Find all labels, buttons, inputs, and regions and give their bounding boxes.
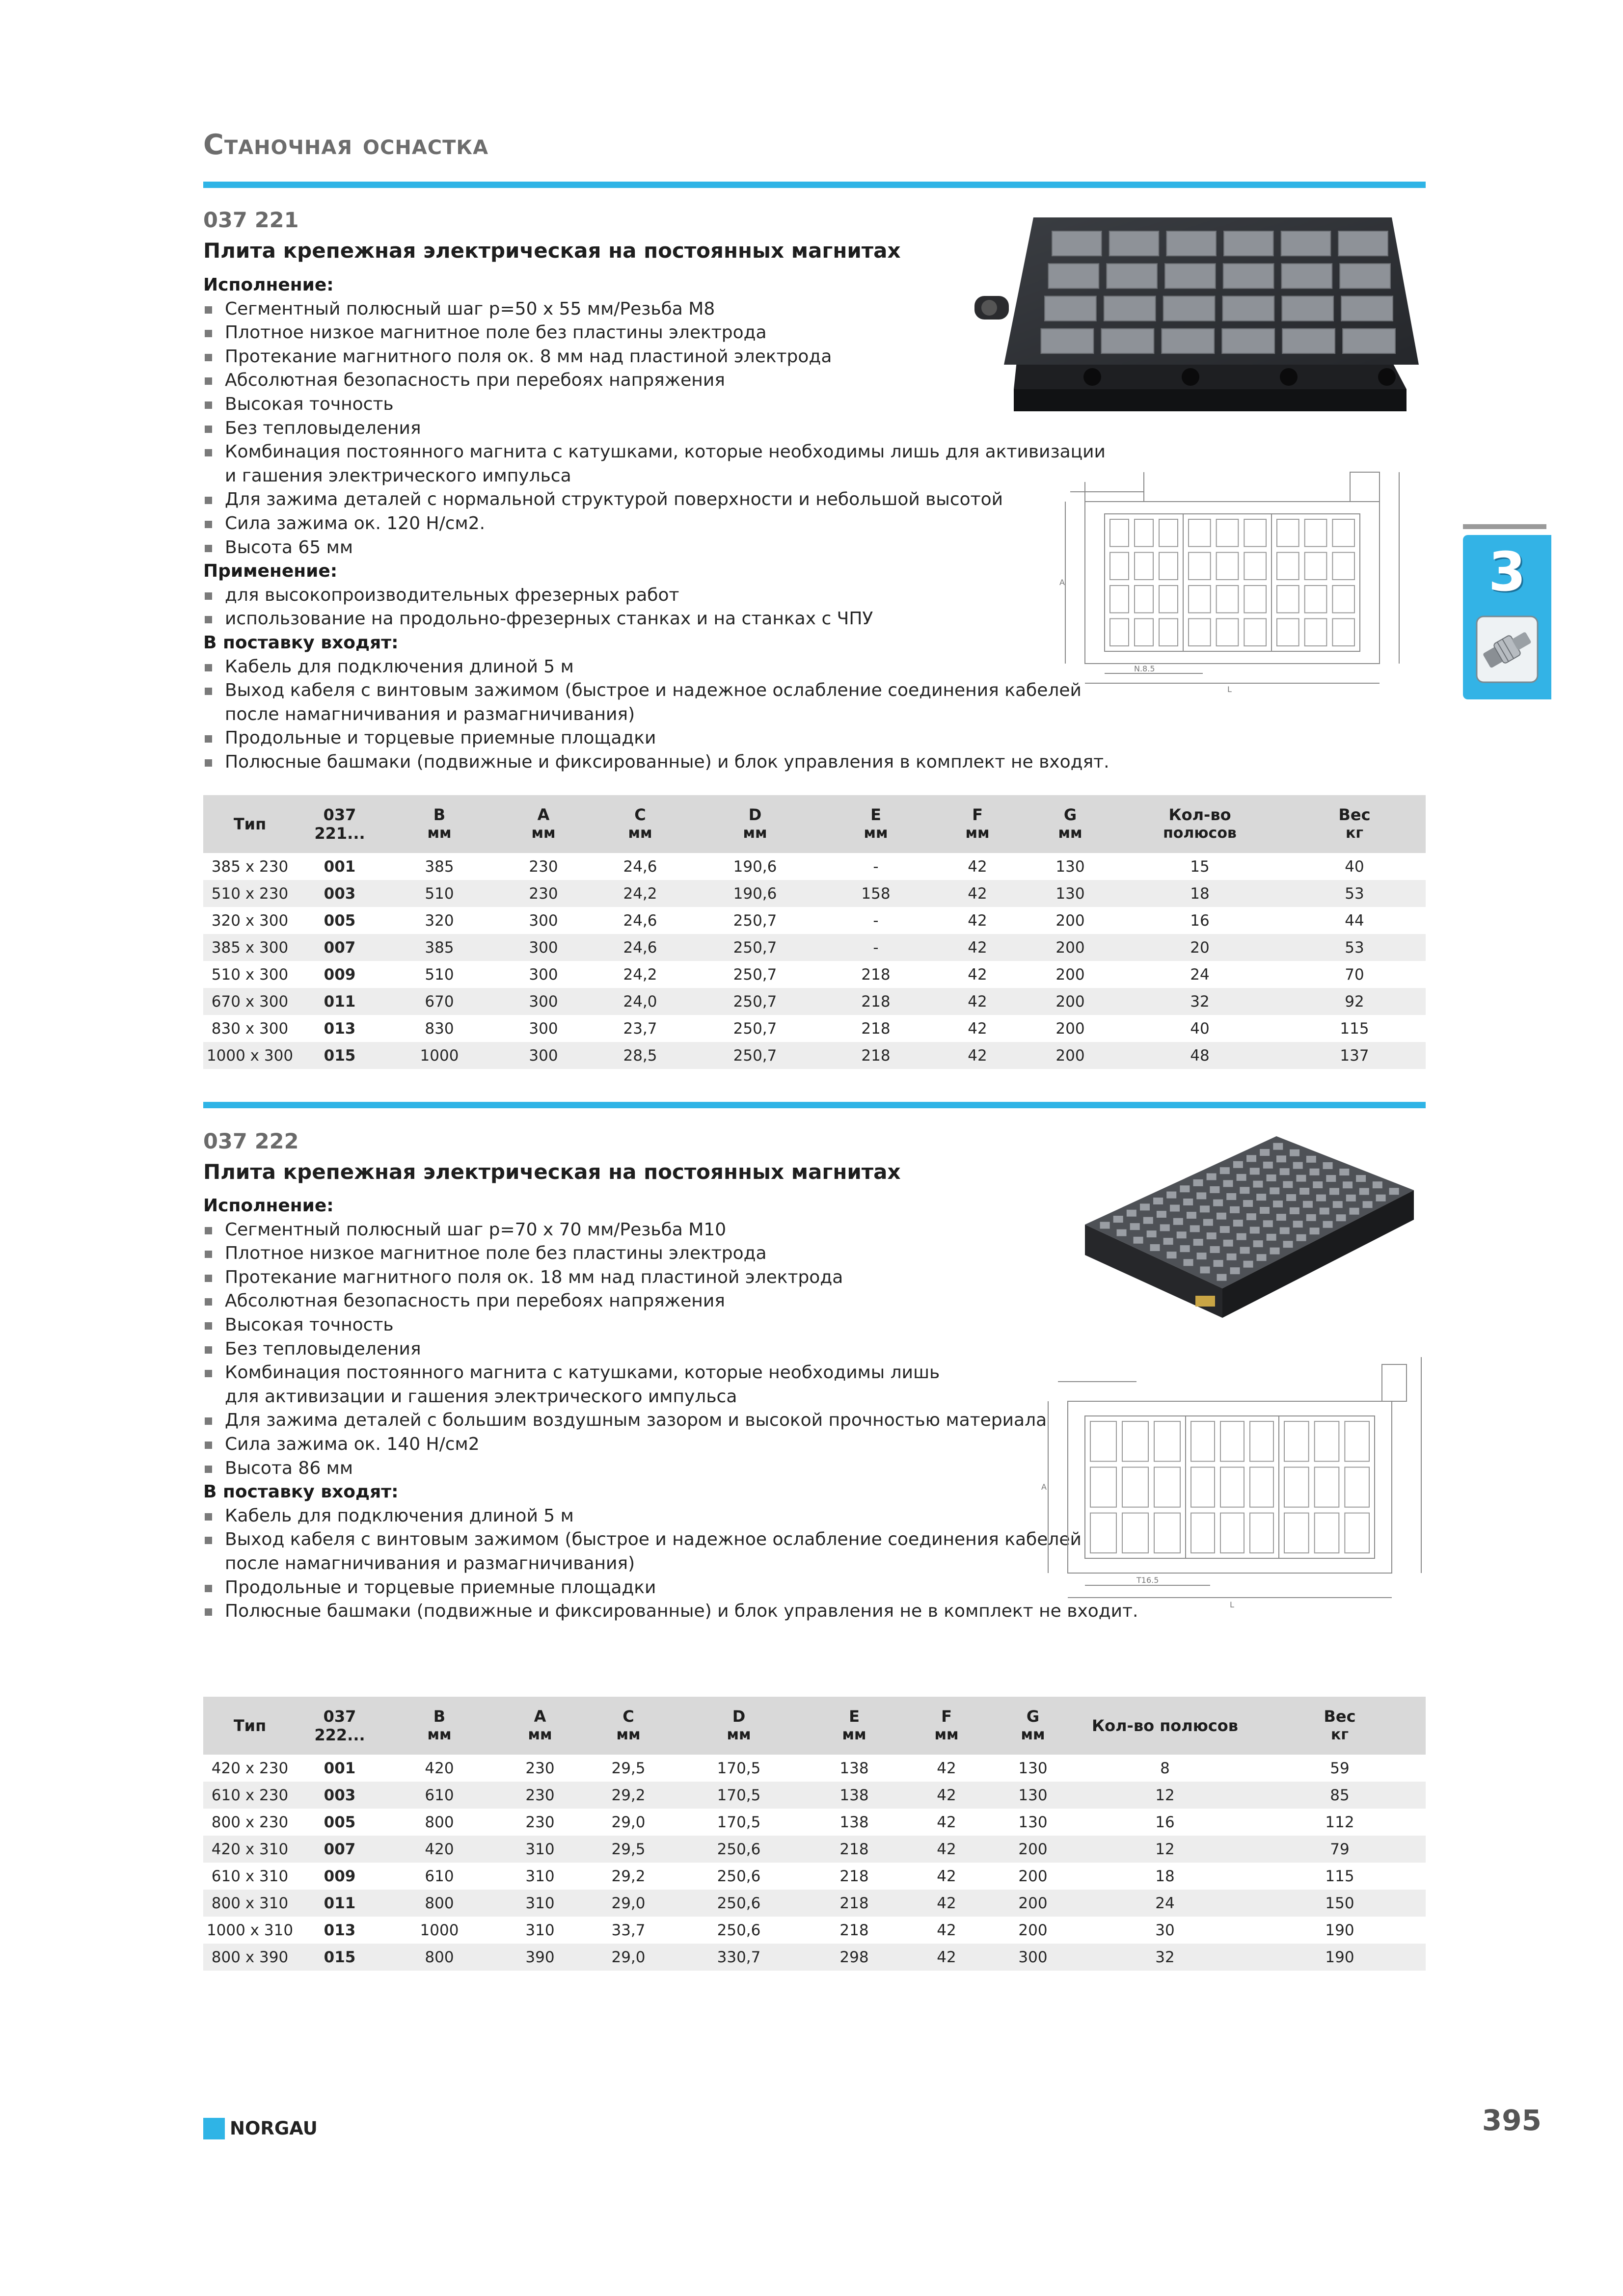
table-cell: 48 — [1190, 1046, 1210, 1065]
table-cell: 29,0 — [611, 1948, 646, 1966]
table-cell: 390 — [525, 1948, 555, 1966]
table-cell: 42 — [937, 1921, 956, 1939]
table-cell: 610 — [425, 1786, 454, 1804]
table-row — [203, 1944, 1426, 1971]
table-cell: 42 — [937, 1759, 956, 1777]
table-cell: 218 — [861, 1046, 891, 1065]
table-cell: 015 — [324, 1948, 356, 1966]
table-cell: 385 x 300 — [211, 938, 289, 957]
table-row — [203, 907, 1426, 934]
table-cell: 30 — [1155, 1921, 1175, 1939]
table-cell: 42 — [937, 1786, 956, 1804]
table-row — [203, 880, 1426, 907]
spec-item: Комбинация постоянного магнита с катушками, которые необходимы лишь для активизации — [203, 440, 1109, 464]
table-cell: 300 — [1018, 1948, 1048, 1966]
table-cell: 800 x 390 — [211, 1948, 289, 1966]
table-cell: 42 — [968, 938, 987, 957]
table-cell: - — [873, 938, 879, 957]
table-row — [203, 1042, 1426, 1069]
table-cell: 310 — [525, 1840, 555, 1858]
spec-item: Абсолютная безопасность при перебоях напряжения — [203, 369, 1109, 393]
spec-item: Высокая точность — [203, 1313, 1138, 1337]
table-cell: 115 — [1325, 1867, 1354, 1885]
table-cell: 150 — [1325, 1894, 1354, 1912]
table-cell: 70 — [1345, 965, 1364, 984]
table-cell: 610 — [425, 1867, 454, 1885]
column-header: D мм — [743, 805, 767, 842]
table-cell: 218 — [861, 1019, 891, 1038]
column-header: G мм — [1058, 805, 1082, 842]
table-cell: 011 — [324, 992, 356, 1011]
table-cell: 200 — [1018, 1840, 1048, 1858]
table-cell: 320 — [425, 911, 454, 930]
table-cell: 250,7 — [733, 992, 777, 1011]
table-cell: 007 — [324, 1840, 356, 1858]
column-header: Тип — [233, 1716, 267, 1735]
column-header: Кол-во полюсов — [1091, 1716, 1239, 1735]
column-header: 037 222... — [314, 1707, 365, 1744]
table-cell: 29,2 — [611, 1867, 646, 1885]
table-cell: 510 — [425, 884, 454, 903]
table-cell: 200 — [1018, 1867, 1048, 1885]
spec-item: Протекание магнитного поля ок. 18 мм над пластиной электрода — [203, 1266, 1138, 1290]
table-cell: 24 — [1190, 965, 1210, 984]
table-cell: 42 — [937, 1867, 956, 1885]
table-cell: 218 — [861, 992, 891, 1011]
brand-logo-text: NORGAU — [230, 2118, 318, 2139]
column-header: E мм — [842, 1707, 866, 1743]
table-cell: 218 — [861, 965, 891, 984]
table-cell: 42 — [968, 884, 987, 903]
table-cell: 800 — [425, 1894, 454, 1912]
table-cell: 009 — [324, 965, 356, 984]
table-cell: 200 — [1055, 1046, 1085, 1065]
table-row — [203, 1863, 1426, 1890]
supply-item: Продольные и торцевые приемные площадки — [203, 726, 1109, 750]
section-divider — [203, 182, 1426, 188]
table-cell: 138 — [839, 1786, 869, 1804]
table-row — [203, 1809, 1426, 1836]
table-cell: 510 — [425, 965, 454, 984]
table-cell: 330,7 — [717, 1948, 761, 1966]
table-cell: 015 — [324, 1046, 356, 1065]
table-cell: 218 — [839, 1921, 869, 1939]
table-cell: 003 — [324, 884, 356, 903]
table-row — [203, 853, 1426, 880]
table-cell: 320 x 300 — [211, 911, 289, 930]
table-cell: 200 — [1055, 965, 1085, 984]
table-cell: 170,5 — [717, 1813, 761, 1831]
spec-item: Для зажима деталей с нормальной структурой поверхности и небольшой высотой — [203, 488, 1109, 512]
table-cell: 670 — [425, 992, 454, 1011]
supply-item: Кабель для подключения длиной 5 м — [203, 1504, 1138, 1528]
table-cell: 800 — [425, 1813, 454, 1831]
spec-item: Для зажима деталей с большим воздушным зазором и высокой прочностью материала — [203, 1409, 1138, 1433]
table-cell: 250,7 — [733, 1046, 777, 1065]
table-cell: 420 x 310 — [211, 1840, 289, 1858]
column-header: B мм — [427, 805, 452, 842]
table-cell: 28,5 — [623, 1046, 657, 1065]
table-cell: 42 — [968, 992, 987, 1011]
table-cell: 24,6 — [623, 911, 657, 930]
supply-item: Выход кабеля с винтовым зажимом (быстрое и надежное ослабление соединения кабелей — [203, 679, 1109, 703]
table-cell: 200 — [1055, 992, 1085, 1011]
table-header-row — [203, 1697, 1426, 1755]
table-row — [203, 1755, 1426, 1782]
table-row — [203, 961, 1426, 988]
table-cell: 24,6 — [623, 857, 657, 876]
table-cell: 15 — [1190, 857, 1210, 876]
section-divider — [203, 1102, 1426, 1108]
product1-photo — [974, 195, 1426, 422]
drawing-dim-label: N.8.5 — [1134, 664, 1155, 673]
table-cell: 385 — [425, 857, 454, 876]
product2-article: 037 222 — [203, 1129, 299, 1154]
table-cell: 007 — [324, 938, 356, 957]
table-cell: 40 — [1345, 857, 1364, 876]
table-cell: 190,6 — [733, 857, 777, 876]
column-header: D мм — [727, 1707, 751, 1743]
table-cell: 250,6 — [717, 1840, 761, 1858]
table-cell: 230 — [525, 1813, 555, 1831]
table-cell: 420 — [425, 1759, 454, 1777]
table-cell: 830 — [425, 1019, 454, 1038]
use-item: использование на продольно-фрезерных станках и на станках с ЧПУ — [203, 607, 1109, 631]
table-cell: 130 — [1055, 857, 1085, 876]
table-cell: 300 — [529, 1019, 558, 1038]
product1-spec-list — [203, 273, 1109, 774]
spec-item: Высота 86 мм — [203, 1457, 1138, 1481]
table-cell: 42 — [968, 911, 987, 930]
table-cell: 200 — [1055, 938, 1085, 957]
column-header: B мм — [427, 1707, 452, 1743]
table-cell: 230 — [525, 1786, 555, 1804]
table-cell: 190,6 — [733, 884, 777, 903]
table-row — [203, 1015, 1426, 1042]
table-cell: 250,7 — [733, 965, 777, 984]
table-cell: 1000 x 300 — [206, 1046, 294, 1065]
table-cell: 005 — [324, 1813, 356, 1831]
table-cell: 800 x 310 — [211, 1894, 289, 1912]
table-cell: 24,0 — [623, 992, 657, 1011]
table-cell: 420 — [425, 1840, 454, 1858]
table-cell: 158 — [861, 884, 891, 903]
column-header: Вес кг — [1324, 1707, 1356, 1743]
table-cell: 200 — [1018, 1921, 1048, 1939]
table-cell: 250,6 — [717, 1894, 761, 1912]
table-cell: 8 — [1160, 1759, 1170, 1777]
spec-item: Сегментный полюсный шаг p=50 x 55 мм/Резьба M8 — [203, 297, 1109, 321]
spec-item: Комбинация постоянного магнита с катушками, которые необходимы лишь — [203, 1361, 1138, 1385]
collet-chuck-icon — [1473, 613, 1542, 686]
column-header: Кол-во полюсов — [1163, 805, 1237, 842]
spec-item: Сила зажима ок. 140 Н/см2 — [203, 1433, 1138, 1457]
table-cell: 24,2 — [623, 884, 657, 903]
column-header: A мм — [531, 805, 556, 842]
table-cell: 013 — [324, 1921, 356, 1939]
table-cell: 44 — [1345, 911, 1364, 930]
table-cell: 385 x 230 — [211, 857, 289, 876]
column-header: C мм — [628, 805, 652, 842]
table-cell: - — [873, 911, 879, 930]
table-cell: 001 — [324, 857, 356, 876]
product1-drawing — [1055, 443, 1424, 707]
table-cell: 85 — [1330, 1786, 1350, 1804]
table-cell: 170,5 — [717, 1786, 761, 1804]
supply-item: Кабель для подключения длиной 5 м — [203, 655, 1109, 679]
design-heading: Исполнение: — [203, 1196, 334, 1216]
table-cell: 218 — [839, 1840, 869, 1858]
table-cell: 610 x 230 — [211, 1786, 289, 1804]
table-cell: 42 — [968, 1046, 987, 1065]
table-row — [203, 1917, 1426, 1944]
table-cell: 24,6 — [623, 938, 657, 957]
table-cell: 24,2 — [623, 965, 657, 984]
drawing-dim-label: T16.5 — [1136, 1575, 1159, 1585]
supply-heading: В поставку входят: — [203, 1482, 399, 1502]
table-cell: 510 x 300 — [211, 965, 289, 984]
table-cell: - — [873, 857, 879, 876]
table-cell: 200 — [1055, 911, 1085, 930]
table-cell: 92 — [1345, 992, 1364, 1011]
spec-item: Без тепловыделения — [203, 1337, 1138, 1362]
table-cell: 1000 — [420, 1921, 459, 1939]
table-cell: 510 x 230 — [211, 884, 289, 903]
table-cell: 24 — [1155, 1894, 1175, 1912]
table-cell: 250,6 — [717, 1921, 761, 1939]
table-row — [203, 988, 1426, 1015]
table-cell: 112 — [1325, 1813, 1354, 1831]
table-cell: 137 — [1340, 1046, 1369, 1065]
table-cell: 013 — [324, 1019, 356, 1038]
supply-item: Продольные и торцевые приемные площадки — [203, 1576, 1138, 1600]
table-cell: 59 — [1330, 1759, 1350, 1777]
spec-item-continuation: для активизации и гашения электрического импульса — [225, 1386, 737, 1407]
table-cell: 42 — [937, 1948, 956, 1966]
table-cell: 33,7 — [611, 1921, 646, 1939]
table-row — [203, 934, 1426, 961]
table-cell: 29,0 — [611, 1894, 646, 1912]
supply-item-continuation: после намагничивания и размагничивания) — [225, 704, 635, 724]
product2-spec-list — [203, 1194, 1138, 1624]
supply-item: Полюсные башмаки (подвижные и фиксированные) и блок управления не в комплект не входит. — [203, 1600, 1138, 1624]
table-cell: 18 — [1190, 884, 1210, 903]
table-cell: 53 — [1345, 884, 1364, 903]
column-header: F мм — [934, 1707, 959, 1743]
table-cell: 830 x 300 — [211, 1019, 289, 1038]
table-cell: 170,5 — [717, 1759, 761, 1777]
table-cell: 42 — [937, 1894, 956, 1912]
table-cell: 300 — [529, 911, 558, 930]
table-cell: 138 — [839, 1759, 869, 1777]
table-cell: 42 — [968, 857, 987, 876]
spec-item-continuation: и гашения электрического импульса — [225, 465, 571, 486]
table-cell: 005 — [324, 911, 356, 930]
table-cell: 200 — [1018, 1894, 1048, 1912]
table-cell: 800 — [425, 1948, 454, 1966]
table-cell: 29,5 — [611, 1759, 646, 1777]
table-cell: 420 x 230 — [211, 1759, 289, 1777]
product1-spec-table — [203, 795, 1426, 1069]
page-title: Станочная оснастка — [203, 129, 489, 161]
product2-title: Плита крепежная электрическая на постоянных магнитах — [203, 1160, 901, 1184]
table-cell: 385 — [425, 938, 454, 957]
table-cell: 230 — [529, 857, 558, 876]
brand-logo-mark — [203, 2118, 225, 2139]
table-cell: 310 — [525, 1894, 555, 1912]
column-header: C мм — [616, 1707, 641, 1743]
product2-spec-table — [203, 1697, 1426, 1971]
column-header: Тип — [233, 815, 267, 833]
table-cell: 001 — [324, 1759, 356, 1777]
table-cell: 29,0 — [611, 1813, 646, 1831]
page-number: 395 — [1482, 2104, 1542, 2137]
table-cell: 16 — [1155, 1813, 1175, 1831]
drawing-dim-label: L — [1230, 1600, 1234, 1609]
table-cell: 011 — [324, 1894, 356, 1912]
use-item: для высокопроизводительных фрезерных работ — [203, 584, 1109, 608]
spec-item: Высокая точность — [203, 393, 1109, 417]
table-cell: 190 — [1325, 1948, 1354, 1966]
table-cell: 23,7 — [623, 1019, 657, 1038]
column-header: E мм — [864, 805, 888, 842]
table-row — [203, 1836, 1426, 1863]
table-cell: 670 x 300 — [211, 992, 289, 1011]
product1-title: Плита крепежная электрическая на постоянных магнитах — [203, 239, 901, 263]
table-cell: 12 — [1155, 1840, 1175, 1858]
table-cell: 230 — [525, 1759, 555, 1777]
table-cell: 009 — [324, 1867, 356, 1885]
tab-divider — [1463, 524, 1546, 529]
table-cell: 218 — [839, 1867, 869, 1885]
table-cell: 190 — [1325, 1921, 1354, 1939]
spec-item: Без тепловыделения — [203, 417, 1109, 441]
product2-photo — [1070, 1126, 1424, 1347]
table-cell: 115 — [1340, 1019, 1369, 1038]
table-cell: 130 — [1055, 884, 1085, 903]
table-cell: 003 — [324, 1786, 356, 1804]
spec-item: Плотное низкое магнитное поле без пластины электрода — [203, 1242, 1138, 1266]
table-cell: 42 — [937, 1813, 956, 1831]
table-cell: 32 — [1190, 992, 1210, 1011]
drawing-dim-label: A — [1059, 578, 1065, 587]
table-cell: 32 — [1155, 1948, 1175, 1966]
table-cell: 18 — [1155, 1867, 1175, 1885]
chapter-number: 3 — [1488, 540, 1526, 603]
table-cell: 53 — [1345, 938, 1364, 957]
table-cell: 40 — [1190, 1019, 1210, 1038]
table-cell: 138 — [839, 1813, 869, 1831]
table-cell: 12 — [1155, 1786, 1175, 1804]
table-cell: 250,7 — [733, 1019, 777, 1038]
column-header: A мм — [528, 1707, 552, 1743]
use-heading: Применение: — [203, 561, 338, 582]
supply-item: Выход кабеля с винтовым зажимом (быстрое и надежное ослабление соединения кабелей — [203, 1528, 1138, 1552]
table-cell: 250,6 — [717, 1867, 761, 1885]
table-cell: 610 x 310 — [211, 1867, 289, 1885]
column-header: F мм — [965, 805, 990, 842]
spec-item: Протекание магнитного поля ок. 8 мм над пластиной электрода — [203, 345, 1109, 369]
table-cell: 218 — [839, 1894, 869, 1912]
spec-item: Сегментный полюсный шаг p=70 x 70 мм/Резьба M10 — [203, 1218, 1138, 1242]
table-cell: 20 — [1190, 938, 1210, 957]
table-cell: 250,7 — [733, 938, 777, 957]
design-heading: Исполнение: — [203, 275, 334, 295]
product1-article: 037 221 — [203, 208, 299, 233]
table-cell: 42 — [968, 1019, 987, 1038]
spec-item: Сила зажима ок. 120 Н/см2. — [203, 512, 1109, 536]
table-cell: 310 — [525, 1867, 555, 1885]
product2-drawing — [1038, 1337, 1426, 1615]
table-cell: 1000 x 310 — [206, 1921, 294, 1939]
spec-item: Высота 65 мм — [203, 536, 1109, 560]
drawing-dim-label: A — [1041, 1482, 1047, 1492]
table-header-row — [203, 795, 1426, 853]
spec-item: Абсолютная безопасность при перебоях напряжения — [203, 1289, 1138, 1313]
table-cell: 29,5 — [611, 1840, 646, 1858]
table-row — [203, 1782, 1426, 1809]
table-cell: 42 — [937, 1840, 956, 1858]
supply-item: Полюсные башмаки (подвижные и фиксированные) и блок управления в комплект не входят. — [203, 750, 1109, 774]
table-cell: 300 — [529, 992, 558, 1011]
table-cell: 230 — [529, 884, 558, 903]
table-cell: 300 — [529, 938, 558, 957]
drawing-dim-label: L — [1227, 685, 1232, 694]
table-cell: 800 x 230 — [211, 1813, 289, 1831]
column-header: 037 221... — [314, 805, 365, 843]
table-cell: 298 — [839, 1948, 869, 1966]
table-cell: 1000 — [420, 1046, 459, 1065]
table-row — [203, 1890, 1426, 1917]
table-cell: 130 — [1018, 1786, 1048, 1804]
table-cell: 200 — [1055, 1019, 1085, 1038]
table-cell: 130 — [1018, 1759, 1048, 1777]
table-cell: 16 — [1190, 911, 1210, 930]
table-cell: 310 — [525, 1921, 555, 1939]
spec-item: Плотное низкое магнитное поле без пластины электрода — [203, 321, 1109, 345]
supply-item-continuation: после намагничивания и размагничивания) — [225, 1553, 635, 1574]
column-header: G мм — [1021, 1707, 1045, 1743]
table-cell: 300 — [529, 965, 558, 984]
supply-heading: В поставку входят: — [203, 632, 399, 653]
table-cell: 29,2 — [611, 1786, 646, 1804]
table-cell: 250,7 — [733, 911, 777, 930]
table-cell: 130 — [1018, 1813, 1048, 1831]
table-cell: 79 — [1330, 1840, 1350, 1858]
table-cell: 42 — [968, 965, 987, 984]
column-header: Вес кг — [1338, 805, 1371, 842]
table-cell: 300 — [529, 1046, 558, 1065]
